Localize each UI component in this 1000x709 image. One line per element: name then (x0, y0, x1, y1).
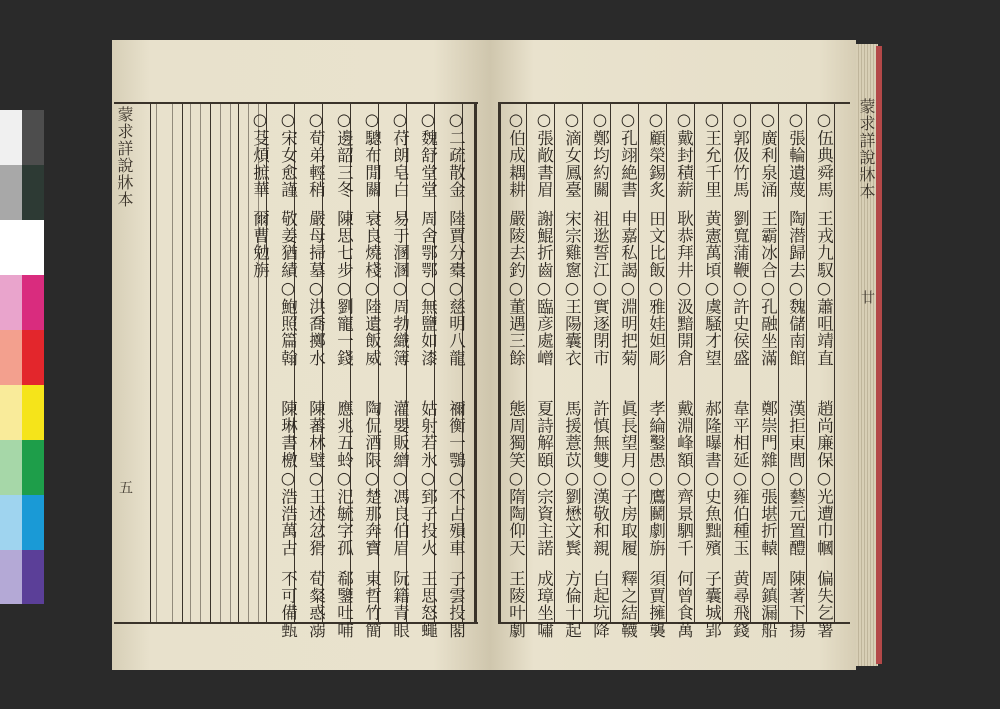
left-col-1-a: ○二疏散金 (446, 110, 466, 198)
left-col-1-b: 陸賈分橐○慈明八龍 (446, 210, 466, 367)
left-col-5-a: ○邊韶三冬 (334, 110, 354, 198)
left-col-4-b: 衰良燒棧○陸遺飯威 (362, 210, 382, 367)
right-col-6-c: 戴淵峰額○齊景駟千 (674, 400, 694, 557)
right-col-2-a: ○張輪遺蔑 (786, 110, 806, 198)
right-col-9-b: 祖逖誓江○實逐閉市 (590, 210, 610, 367)
red-binding-edge (876, 46, 882, 664)
left-page-number: 五 (117, 480, 133, 495)
right-page (490, 40, 856, 670)
right-col-11-d: 成璋坐嘯 (534, 570, 554, 639)
right-col-11-a: ○張敞書眉 (534, 110, 554, 198)
right-col-8-a: ○孔翊絶書 (618, 110, 638, 198)
left-fold-title: 蒙求詳說牀本 (115, 106, 134, 208)
left-col-3-c: 灌嬰販繒○馮良伯眉 (390, 400, 410, 557)
right-col-1-c: 趙尚廉保○光遭巾幗 (814, 400, 834, 557)
left-col-2-c: 姑射若氷○郅子投火 (418, 400, 438, 557)
left-col-6-c: 陳蕃林璧○王述忿猾 (306, 400, 326, 557)
right-col-1-b: 王戎九馭○蕭咀靖直 (814, 210, 834, 367)
right-col-4-c: 韋平相延○雍伯種玉 (730, 400, 750, 557)
right-col-9-a: ○鄭均約關 (590, 110, 610, 198)
left-col-5-c: 應兆五蛉○汜毓字孤 (334, 400, 354, 557)
left-col-8-a: ○芟煩摭華 (250, 110, 270, 198)
right-col-12-b: 嚴陵去釣○董遇三餘 (506, 210, 526, 367)
right-col-7-b: 田文比飯○雅娃妲彫 (646, 210, 666, 367)
right-col-9-d: 白起坑降 (590, 570, 610, 639)
left-col-3-d: 阮籍青眼 (390, 570, 410, 639)
left-col-6-a: ○荀弟輕稍 (306, 110, 326, 198)
left-col-4-d: 東哲竹簡 (362, 570, 382, 639)
left-col-8-b: 爾曹勉旃 (250, 210, 270, 279)
right-col-9-c: 許慎無雙○漢敬和親 (590, 400, 610, 557)
right-col-5-b: 黄憲萬頃○虞騒才望 (702, 210, 722, 367)
right-col-10-d: 方倫十起 (562, 570, 582, 639)
right-page-number: 廿 (859, 290, 875, 305)
left-col-7-b: 敬姜猶績○鮑照篇翰 (278, 210, 298, 367)
right-col-4-d: 黄尋飛錢 (730, 570, 750, 639)
right-col-2-d: 陳著下揚 (786, 570, 806, 639)
right-col-5-d: 子囊城郢 (702, 570, 722, 639)
top-border (498, 102, 850, 104)
right-col-1-a: ○伍典舜馬 (814, 110, 834, 198)
left-page (112, 40, 490, 670)
right-col-6-a: ○戴封積薪 (674, 110, 694, 198)
right-col-5-c: 郝隆曝書○史魚黜殯 (702, 400, 722, 557)
color-calibration-strip (0, 110, 44, 604)
right-col-7-a: ○顧榮錫炙 (646, 110, 666, 198)
right-col-12-d: 王陵叶劇 (506, 570, 526, 639)
right-col-2-c: 漢拒東閭○藝元置醴 (786, 400, 806, 557)
right-col-7-c: 孝綸鑿愚○鷹鬭劇旃 (646, 400, 666, 557)
left-col-4-a: ○驄布閒關 (362, 110, 382, 198)
left-col-7-a: ○宋女愈謹 (278, 110, 298, 198)
left-col-2-a: ○魏舒堂堂 (418, 110, 438, 198)
left-col-4-c: 陶侃酒限○楚那奔寶 (362, 400, 382, 557)
right-col-3-a: ○廣利泉涌 (758, 110, 778, 198)
right-col-10-c: 馬援薏苡○劉懋文鬂 (562, 400, 582, 557)
right-col-3-b: 王霸冰合○孔融坐滿 (758, 210, 778, 367)
right-col-8-c: 眞長望月○子房取履 (618, 400, 638, 557)
left-col-2-d: 王思怒蠅 (418, 570, 438, 639)
right-col-3-c: 鄭崇門雜○張堪折轅 (758, 400, 778, 557)
left-col-6-b: 嚴母掃墓○洪喬擲水 (306, 210, 326, 367)
right-col-4-a: ○郭伋竹馬 (730, 110, 750, 198)
right-col-5-a: ○王允千里 (702, 110, 722, 198)
left-col-5-d: 郗鑒吐哺 (334, 570, 354, 639)
right-col-2-b: 陶潜歸去○魏儲南館 (786, 210, 806, 367)
right-col-6-b: 耿恭拜井○汲黯開倉 (674, 210, 694, 367)
left-col-7-d: 不可備甄 (278, 570, 298, 639)
top-border (114, 102, 478, 104)
open-book (112, 40, 890, 670)
right-col-8-d: 釋之結韈 (618, 570, 638, 639)
right-col-11-b: 謝鯤折齒○臨彦處嶒 (534, 210, 554, 367)
right-col-1-d: 偏失乞署 (814, 570, 834, 639)
left-col-1-c: 禰衡一鶚○不占殞車 (446, 400, 466, 557)
left-col-3-a: ○苻朗皂白 (390, 110, 410, 198)
outer-border (474, 102, 477, 624)
right-col-12-a: ○伯成耦耕 (506, 110, 526, 198)
outer-border (498, 102, 501, 624)
right-fold-title: 蒙求詳說牀本 (857, 98, 876, 200)
left-col-6-d: 荀粲惑溺 (306, 570, 326, 639)
right-col-12-c: 態周獨笑○隋陶仰天 (506, 400, 526, 557)
left-col-7-c: 陳琳書檄○浩浩萬古 (278, 400, 298, 557)
right-col-3-d: 周鎮漏船 (758, 570, 778, 639)
right-col-10-a: ○滴女鳳臺 (562, 110, 582, 198)
right-col-8-b: 申嘉私謁○淵明把菊 (618, 210, 638, 367)
left-col-1-d: 子雲投閣 (446, 570, 466, 639)
right-col-11-c: 夏詩解頤○宗資主諾 (534, 400, 554, 557)
right-col-10-b: 宋宗雞窻○王陽囊衣 (562, 210, 582, 367)
right-col-4-b: 劉寬蒲鞭○許史侯盛 (730, 210, 750, 367)
left-col-2-b: 周舍鄂鄂○無鹽如漆 (418, 210, 438, 367)
right-col-7-d: 須賈擁襲 (646, 570, 666, 639)
right-col-6-d: 何曾食萬 (674, 570, 694, 639)
left-col-3-b: 易于溷溷○周勃織簿 (390, 210, 410, 367)
left-col-5-b: 陳思七步○劉寵一錢 (334, 210, 354, 367)
